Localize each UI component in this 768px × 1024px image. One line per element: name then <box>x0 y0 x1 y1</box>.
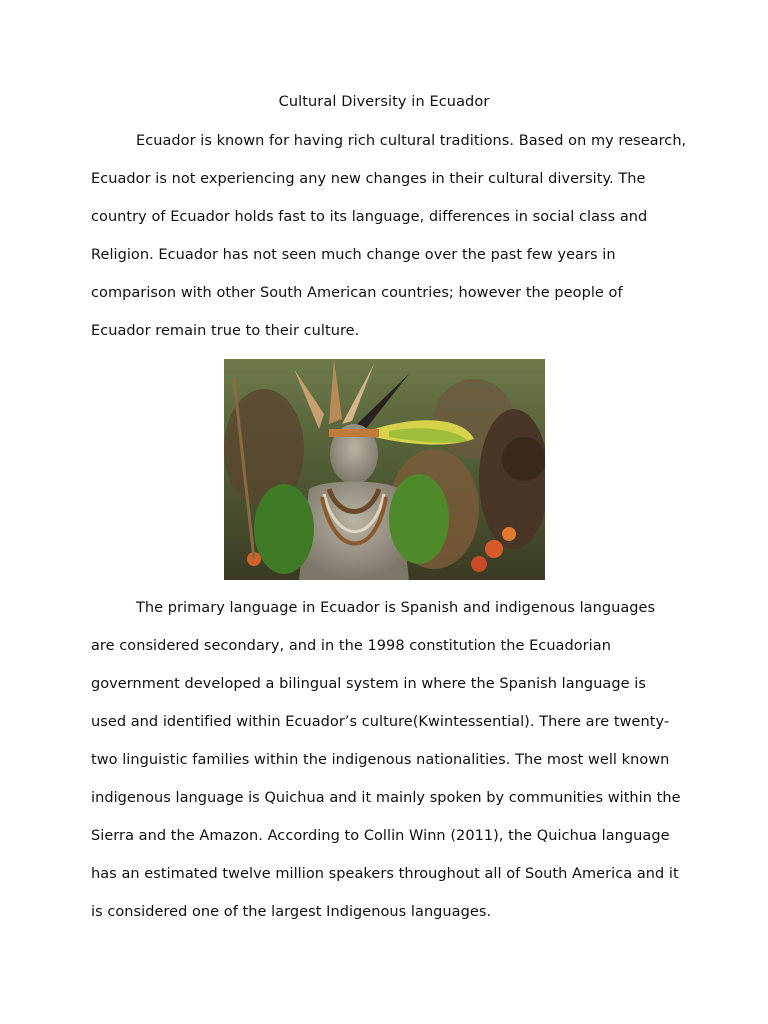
paragraph-1-line: Religion. Ecuador has not seen much change over the past few years in <box>91 247 616 263</box>
paragraph-1-line: country of Ecuador holds fast to its language, differences in social class and <box>91 209 648 225</box>
paragraph-2-line: indigenous language is Quichua and it mainly spoken by communities within the <box>91 790 681 806</box>
paragraph-2-line: has an estimated twelve million speakers throughout all of South America and it <box>91 866 679 882</box>
paragraph-2-line: The primary language in Ecuador is Spanish and indigenous languages <box>136 600 656 616</box>
paragraph-2-line: are considered secondary, and in the 1998 constitution the Ecuadorian <box>91 638 611 654</box>
indigenous-people-photo <box>224 359 545 580</box>
paragraph-1-line: Ecuador is known for having rich cultural traditions. Based on my research, <box>136 133 687 149</box>
paragraph-1-line: Ecuador is not experiencing any new changes in their cultural diversity. The <box>91 171 646 187</box>
paragraph-2-line: Sierra and the Amazon. According to Collin Winn (2011), the Quichua language <box>91 828 670 844</box>
paragraph-2-line: government developed a bilingual system in where the Spanish language is <box>91 676 646 692</box>
paragraph-1-line: comparison with other South American countries; however the people of <box>91 285 623 301</box>
paragraph-2-line: two linguistic families within the indigenous nationalities. The most well known <box>91 752 670 768</box>
paragraph-2-line: is considered one of the largest Indigenous languages. <box>91 904 492 920</box>
paragraph-1-line: Ecuador remain true to their culture. <box>91 323 360 339</box>
paragraph-2-line: used and identified within Ecuador’s culture(Kwintessential). There are twenty- <box>91 714 670 730</box>
document-title: Cultural Diversity in Ecuador <box>278 94 490 110</box>
